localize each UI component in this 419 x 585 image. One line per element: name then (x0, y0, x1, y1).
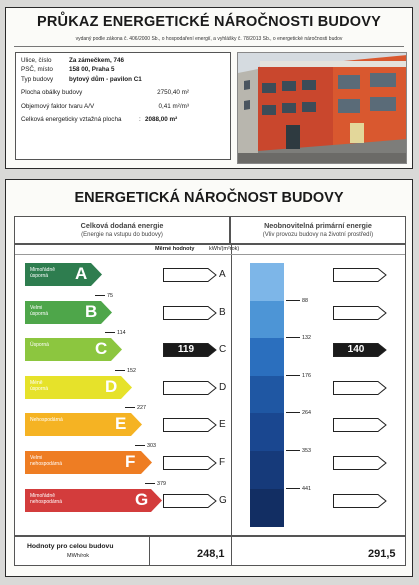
band-label: Úsporná (30, 342, 49, 349)
primary-energy-subtitle: (Vliv provozu budovy na životní prostředí) (262, 232, 374, 238)
band-d (25, 376, 133, 399)
band-class-letter: B (85, 301, 98, 321)
floor-label: Celková energeticky vztažná plocha (21, 115, 122, 123)
factor-row (21, 103, 225, 112)
document-subtitle: vydaný podle zákona č. 406/2000 Sb., o hospodaření energií, a vyhlášky č. 78/2013 Sb., o energetické náročnosti budov (75, 36, 343, 42)
building-photo (237, 52, 407, 164)
band-class-letter: E (115, 414, 127, 434)
totals-unit: MWh/rok (67, 553, 89, 559)
area-label: Plocha obálky budovy (21, 89, 83, 97)
type-row (21, 76, 225, 85)
class-letter: A (219, 269, 226, 280)
factor-label: Objemový faktor tvaru A/V (21, 102, 95, 110)
delivered-threshold: 379 (145, 481, 166, 487)
band-class-letter: G (135, 489, 149, 509)
band-label: Velmi nehospodárná (30, 455, 62, 467)
band-label: Mimořádně úsporná (30, 267, 56, 279)
delivered-class-box-e (163, 418, 217, 432)
primary-energy-title: Neobnovitelná primární energie (264, 221, 372, 230)
primary-class-box-e (333, 418, 387, 432)
delivered-energy-title: Celková dodaná energie (80, 221, 164, 230)
street-value: Za zámečkem, 746 (69, 57, 124, 64)
delivered-energy-value: 119 (177, 344, 195, 356)
band-class-letter: C (95, 339, 108, 359)
class-letter: G (219, 494, 227, 506)
primary-class-box-g (333, 494, 387, 508)
band-e (25, 413, 143, 436)
psc-label: PSČ, místo (21, 66, 53, 74)
band-class-letter: A (75, 264, 88, 283)
primary-class-box-c (333, 343, 387, 357)
band-label: Velmi úsporná (30, 304, 49, 317)
separator (14, 46, 404, 47)
delivered-class-box-b (163, 306, 217, 320)
energy-card (5, 179, 413, 577)
primary-bar-segment-e (250, 413, 284, 451)
floor-row: Celková energeticky vztažná plocha : 2088,00 m² (21, 115, 178, 123)
band-c (25, 338, 123, 361)
delivered-energy-subtitle: (Energie na vstupu do budovy) (81, 232, 163, 238)
primary-energy-value: 140 (347, 344, 365, 356)
class-letter: E (219, 419, 226, 431)
delivered-threshold: 303 (135, 443, 156, 449)
document-title: PRŮKAZ ENERGETICKÉ NÁROČNOSTI BUDOVY (37, 14, 381, 30)
header-card (5, 7, 413, 169)
area-row (21, 89, 225, 98)
primary-bar-segment-c (250, 338, 284, 376)
totals-delivered-value: 248,1 (197, 548, 225, 560)
delivered-threshold: 152 (115, 368, 136, 374)
band-class-letter: F (125, 452, 136, 471)
primary-threshold: 264 (286, 410, 311, 416)
area-value: 2750,40 m² (157, 89, 189, 97)
delivered-threshold: 75 (95, 293, 113, 299)
band-f (25, 451, 153, 474)
primary-threshold: 88 (286, 298, 308, 304)
band-b (25, 301, 113, 324)
delivered-class-box-a (163, 268, 217, 282)
primary-threshold: 176 (286, 373, 311, 379)
class-letter: F (219, 457, 226, 468)
unit-row (15, 245, 405, 255)
psc-row (21, 66, 225, 75)
delivered-threshold: 114 (105, 330, 126, 336)
class-letter: B (219, 306, 226, 318)
floor-value: 2088,00 m² (145, 115, 178, 123)
primary-energy-header (230, 216, 406, 244)
band-g (25, 489, 163, 512)
type-label: Typ budovy (21, 75, 54, 83)
primary-class-box-d (333, 381, 387, 395)
delivered-class-box-d (163, 381, 217, 395)
primary-bar-segment-b (250, 301, 284, 339)
delivered-class-box-f (163, 456, 217, 470)
delivered-class-box-g (163, 494, 217, 508)
band-label: Mimořádně nehospodárná (30, 492, 62, 505)
band-label: Méně úsporná (30, 379, 49, 392)
class-letter: D (219, 381, 227, 393)
band-class-letter: D (105, 376, 118, 396)
building-illustration (238, 53, 407, 164)
delivered-class-box-c (163, 343, 217, 357)
primary-class-box-a (333, 268, 387, 282)
primary-threshold: 132 (286, 335, 311, 341)
factor-value: 0,41 m²/m³ (158, 102, 189, 110)
primary-bar-segment-g (250, 489, 284, 527)
delivered-energy-header (14, 216, 230, 244)
class-letter: C (219, 344, 227, 356)
building-info-panel (15, 52, 231, 160)
rating-scale (14, 244, 406, 536)
primary-threshold: 441 (286, 486, 311, 492)
unit-label: Měrné hodnoty (155, 246, 195, 252)
band-a (25, 263, 103, 286)
psc-value: 158 00, Praha 5 (69, 66, 115, 74)
delivered-threshold: 227 (125, 405, 146, 411)
primary-class-box-b (333, 306, 387, 320)
primary-threshold: 353 (286, 448, 311, 454)
primary-bar-segment-a (250, 263, 284, 301)
type-value: bytový dům - pavilon C1 (69, 75, 142, 83)
totals-row (14, 536, 406, 566)
street-label: Ulice, číslo (21, 57, 52, 64)
primary-bar-segment-f (250, 451, 284, 489)
band-label: Nehospodárná (30, 417, 63, 424)
unit-value: kWh/(m²rok) (209, 246, 240, 252)
primary-bar-segment-d (250, 376, 284, 414)
primary-class-box-f (333, 456, 387, 470)
energy-title: ENERGETICKÁ NÁROČNOST BUDOVY (74, 190, 344, 206)
totals-label: Hodnoty pro celou budovu (27, 543, 114, 550)
totals-primary-value: 291,5 (368, 548, 396, 560)
primary-energy-bar (250, 263, 284, 533)
street-row (21, 57, 225, 66)
